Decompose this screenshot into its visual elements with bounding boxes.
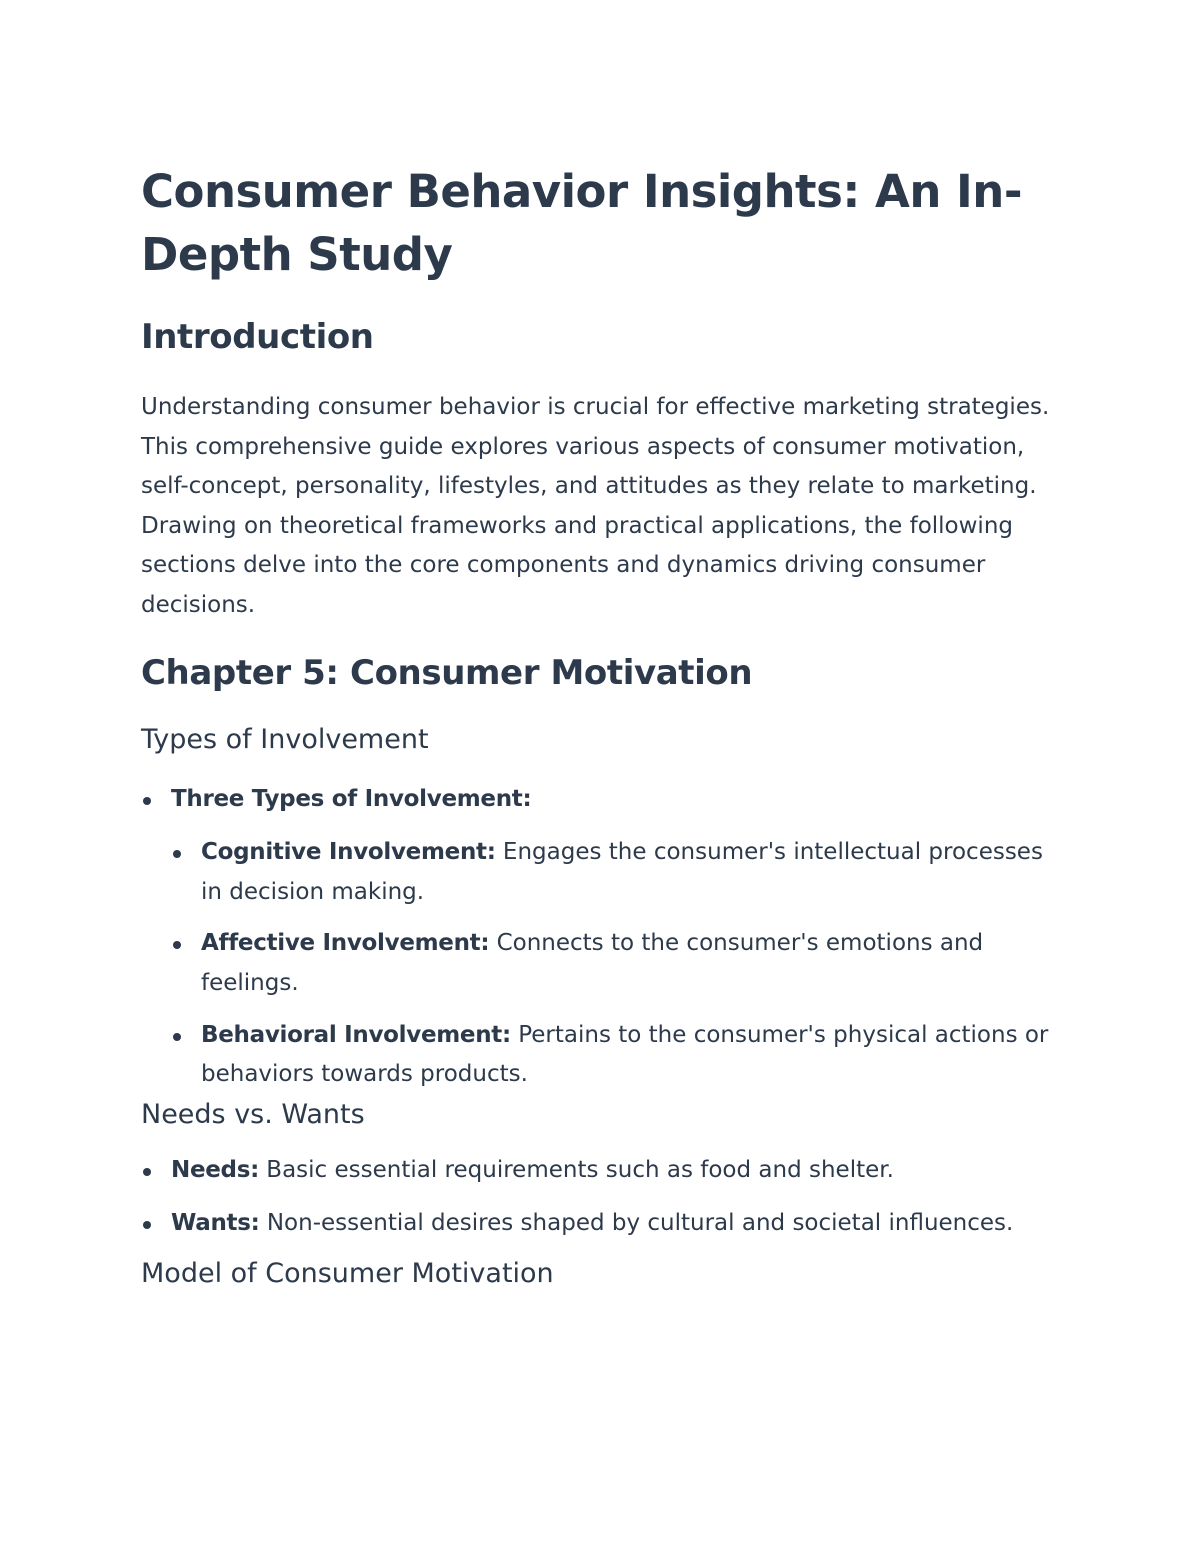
needs-vs-wants-heading: Needs vs. Wants — [141, 1098, 365, 1130]
introduction-heading: Introduction — [141, 317, 374, 357]
list-item-text: Non-essential desires shaped by cultural and societal influences. — [259, 1210, 1014, 1237]
chapter-5-heading: Chapter 5: Consumer Motivation — [141, 652, 753, 693]
involvement-group-label: Three Types of Involvement: — [171, 785, 532, 812]
involvement-list — [141, 780, 1071, 1095]
list-item — [141, 1151, 1071, 1191]
introduction-paragraph: Understanding consumer behavior is crucial for effective marketing strategies. This comprehensive guide explores various aspects of consumer motivation, self-concept, personality, lifestyles, and attitudes as they relate to marketing. Drawing on theoretical frameworks and practical applications, the following sections delve into the core components and dynamics driving consumer decisions. — [141, 394, 1050, 618]
list-item-term: Wants: — [171, 1210, 260, 1237]
list-item — [171, 924, 1071, 1003]
list-item-text: Basic essential requirements such as food and shelter. — [259, 1156, 894, 1183]
list-item-text: Engages the consumer's intellectual processes in decision making. — [201, 839, 1043, 905]
list-item — [171, 833, 1071, 912]
types-of-involvement-heading: Types of Involvement — [141, 723, 429, 755]
list-item — [141, 780, 1071, 1095]
list-item-text: Connects to the consumer's emotions and feelings. — [201, 930, 984, 996]
needs-wants-list — [141, 1151, 1071, 1244]
list-item-term: Needs: — [171, 1156, 259, 1183]
list-item-term: Behavioral Involvement: — [201, 1021, 511, 1048]
document-page — [141, 160, 1071, 1292]
document-title: Consumer Behavior Insights: An In-Depth Study — [141, 165, 1023, 281]
model-of-consumer-motivation-heading: Model of Consumer Motivation — [141, 1257, 554, 1289]
list-item-term: Cognitive Involvement: — [201, 839, 496, 866]
list-item-text: Pertains to the consumer's physical actions or behaviors towards products. — [201, 1021, 1049, 1088]
involvement-sublist — [171, 833, 1071, 1095]
list-item-term: Affective Involvement: — [201, 930, 490, 957]
list-item — [141, 1204, 1071, 1244]
list-item — [171, 1016, 1071, 1095]
